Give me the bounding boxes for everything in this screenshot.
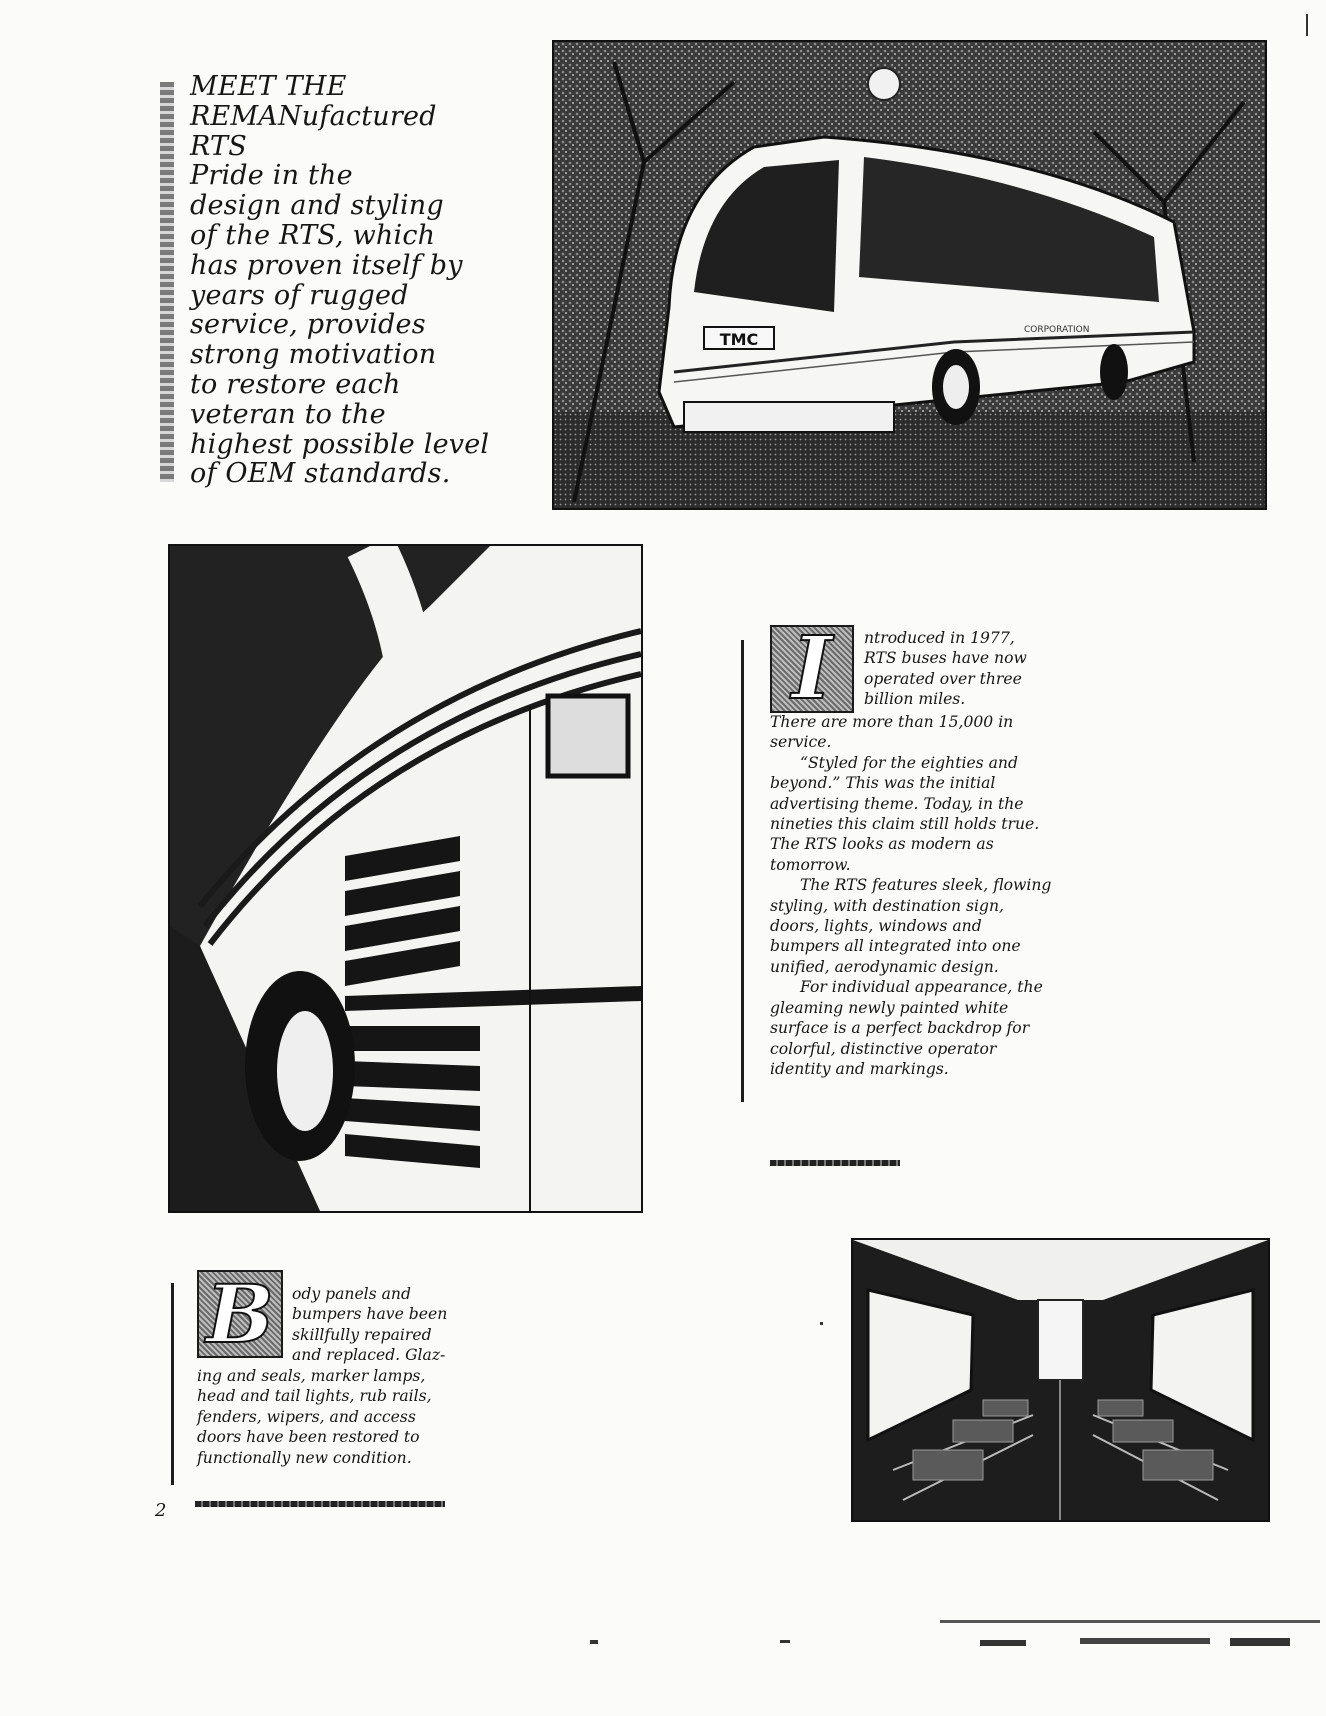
- headline-side-rule: [160, 82, 174, 482]
- body-text: [197, 1366, 447, 1468]
- bus-exterior-photo: [552, 40, 1267, 510]
- scan-speck: [1230, 1638, 1290, 1646]
- bus-side-panel-illustration: [170, 546, 641, 1211]
- bus-interior-photo: [851, 1238, 1270, 1522]
- headline-title-line: RTS: [190, 130, 247, 162]
- headline-sub-line: design and styling: [190, 190, 444, 222]
- body-lead-line: and replaced. Glaz-: [292, 1346, 446, 1365]
- headline-sub-line: service, provides: [190, 309, 426, 341]
- scan-speck: [820, 1322, 823, 1325]
- bus-side-panel-photo: [168, 544, 643, 1213]
- headline-sub-line: to restore each: [190, 368, 401, 400]
- scan-speck: [590, 1640, 598, 1644]
- headline-sub-line: Pride in the: [190, 160, 353, 192]
- bus-side-logo: CORPORATION: [1024, 325, 1090, 335]
- body-column-rule: [171, 1283, 174, 1485]
- intro-paragraph: The RTS features sleek, flowing styling, with destination sign, doors, lights, windows and bumpers all integrated into one unified, aerodynamic design.: [770, 876, 1052, 976]
- intro-lead-line: operated over three: [864, 669, 1022, 688]
- intro-dropcap: I: [770, 625, 854, 713]
- intro-lead-line: RTS buses have now: [864, 649, 1027, 668]
- intro-body: [770, 712, 1052, 1079]
- body-dropcap: B: [197, 1270, 283, 1358]
- scan-speck: [940, 1620, 1320, 1623]
- intro-paragraph: “Styled for the eighties and beyond.” This was the initial advertising theme. Today, in the nineties this claim still holds true. The RTS looks as modern as tomorrow.: [770, 753, 1040, 874]
- scan-speck: [1080, 1638, 1210, 1644]
- body-lead: [292, 1284, 472, 1366]
- headline-sub-line: veteran to the: [190, 398, 386, 430]
- headline: [190, 72, 520, 489]
- scan-speck: [980, 1640, 1026, 1646]
- headline-sub-line: has proven itself by: [190, 249, 463, 281]
- headline-sub-line: strong motivation: [190, 339, 437, 371]
- intro-paragraph: For individual appearance, the gleaming newly painted white surface is a perfect backdrop for colorful, distinctive operator identity and markings.: [770, 978, 1043, 1078]
- bus-exterior-illustration: [554, 42, 1265, 508]
- headline-sub-line: highest possible level: [190, 428, 490, 460]
- page-number: 2: [155, 1500, 167, 1521]
- intro-column-rule: [741, 640, 744, 1102]
- body-paragraph: ing and seals, marker lamps, head and tail lights, rub rails, fenders, wipers, and access doors have been restored to functionally new condition.: [197, 1367, 432, 1467]
- headline-sub-line: of OEM standards.: [190, 458, 451, 490]
- headline-sub-line: of the RTS, which: [190, 219, 436, 251]
- body-lead-line: bumpers have been: [292, 1305, 448, 1324]
- intro-lead: [864, 628, 1044, 710]
- scan-speck: [1306, 14, 1308, 36]
- intro-lead-line: billion miles.: [864, 690, 966, 709]
- intro-paragraph: There are more than 15,000 in service.: [770, 713, 1014, 752]
- body-end-bar: [195, 1501, 445, 1507]
- headline-sub-line: years of rugged: [190, 279, 409, 311]
- bus-interior-illustration: [853, 1240, 1268, 1520]
- intro-end-bar: [770, 1160, 900, 1166]
- body-lead-line: ody panels and: [292, 1285, 411, 1303]
- bus-destination-sign: TMC: [719, 330, 759, 349]
- headline-title-line: MEET THE: [190, 71, 347, 102]
- body-lead-line: skillfully repaired: [292, 1325, 432, 1344]
- headline-title-line: REMANufactured: [190, 100, 437, 132]
- scan-speck: [780, 1640, 790, 1643]
- intro-lead-line: ntroduced in 1977,: [864, 629, 1015, 647]
